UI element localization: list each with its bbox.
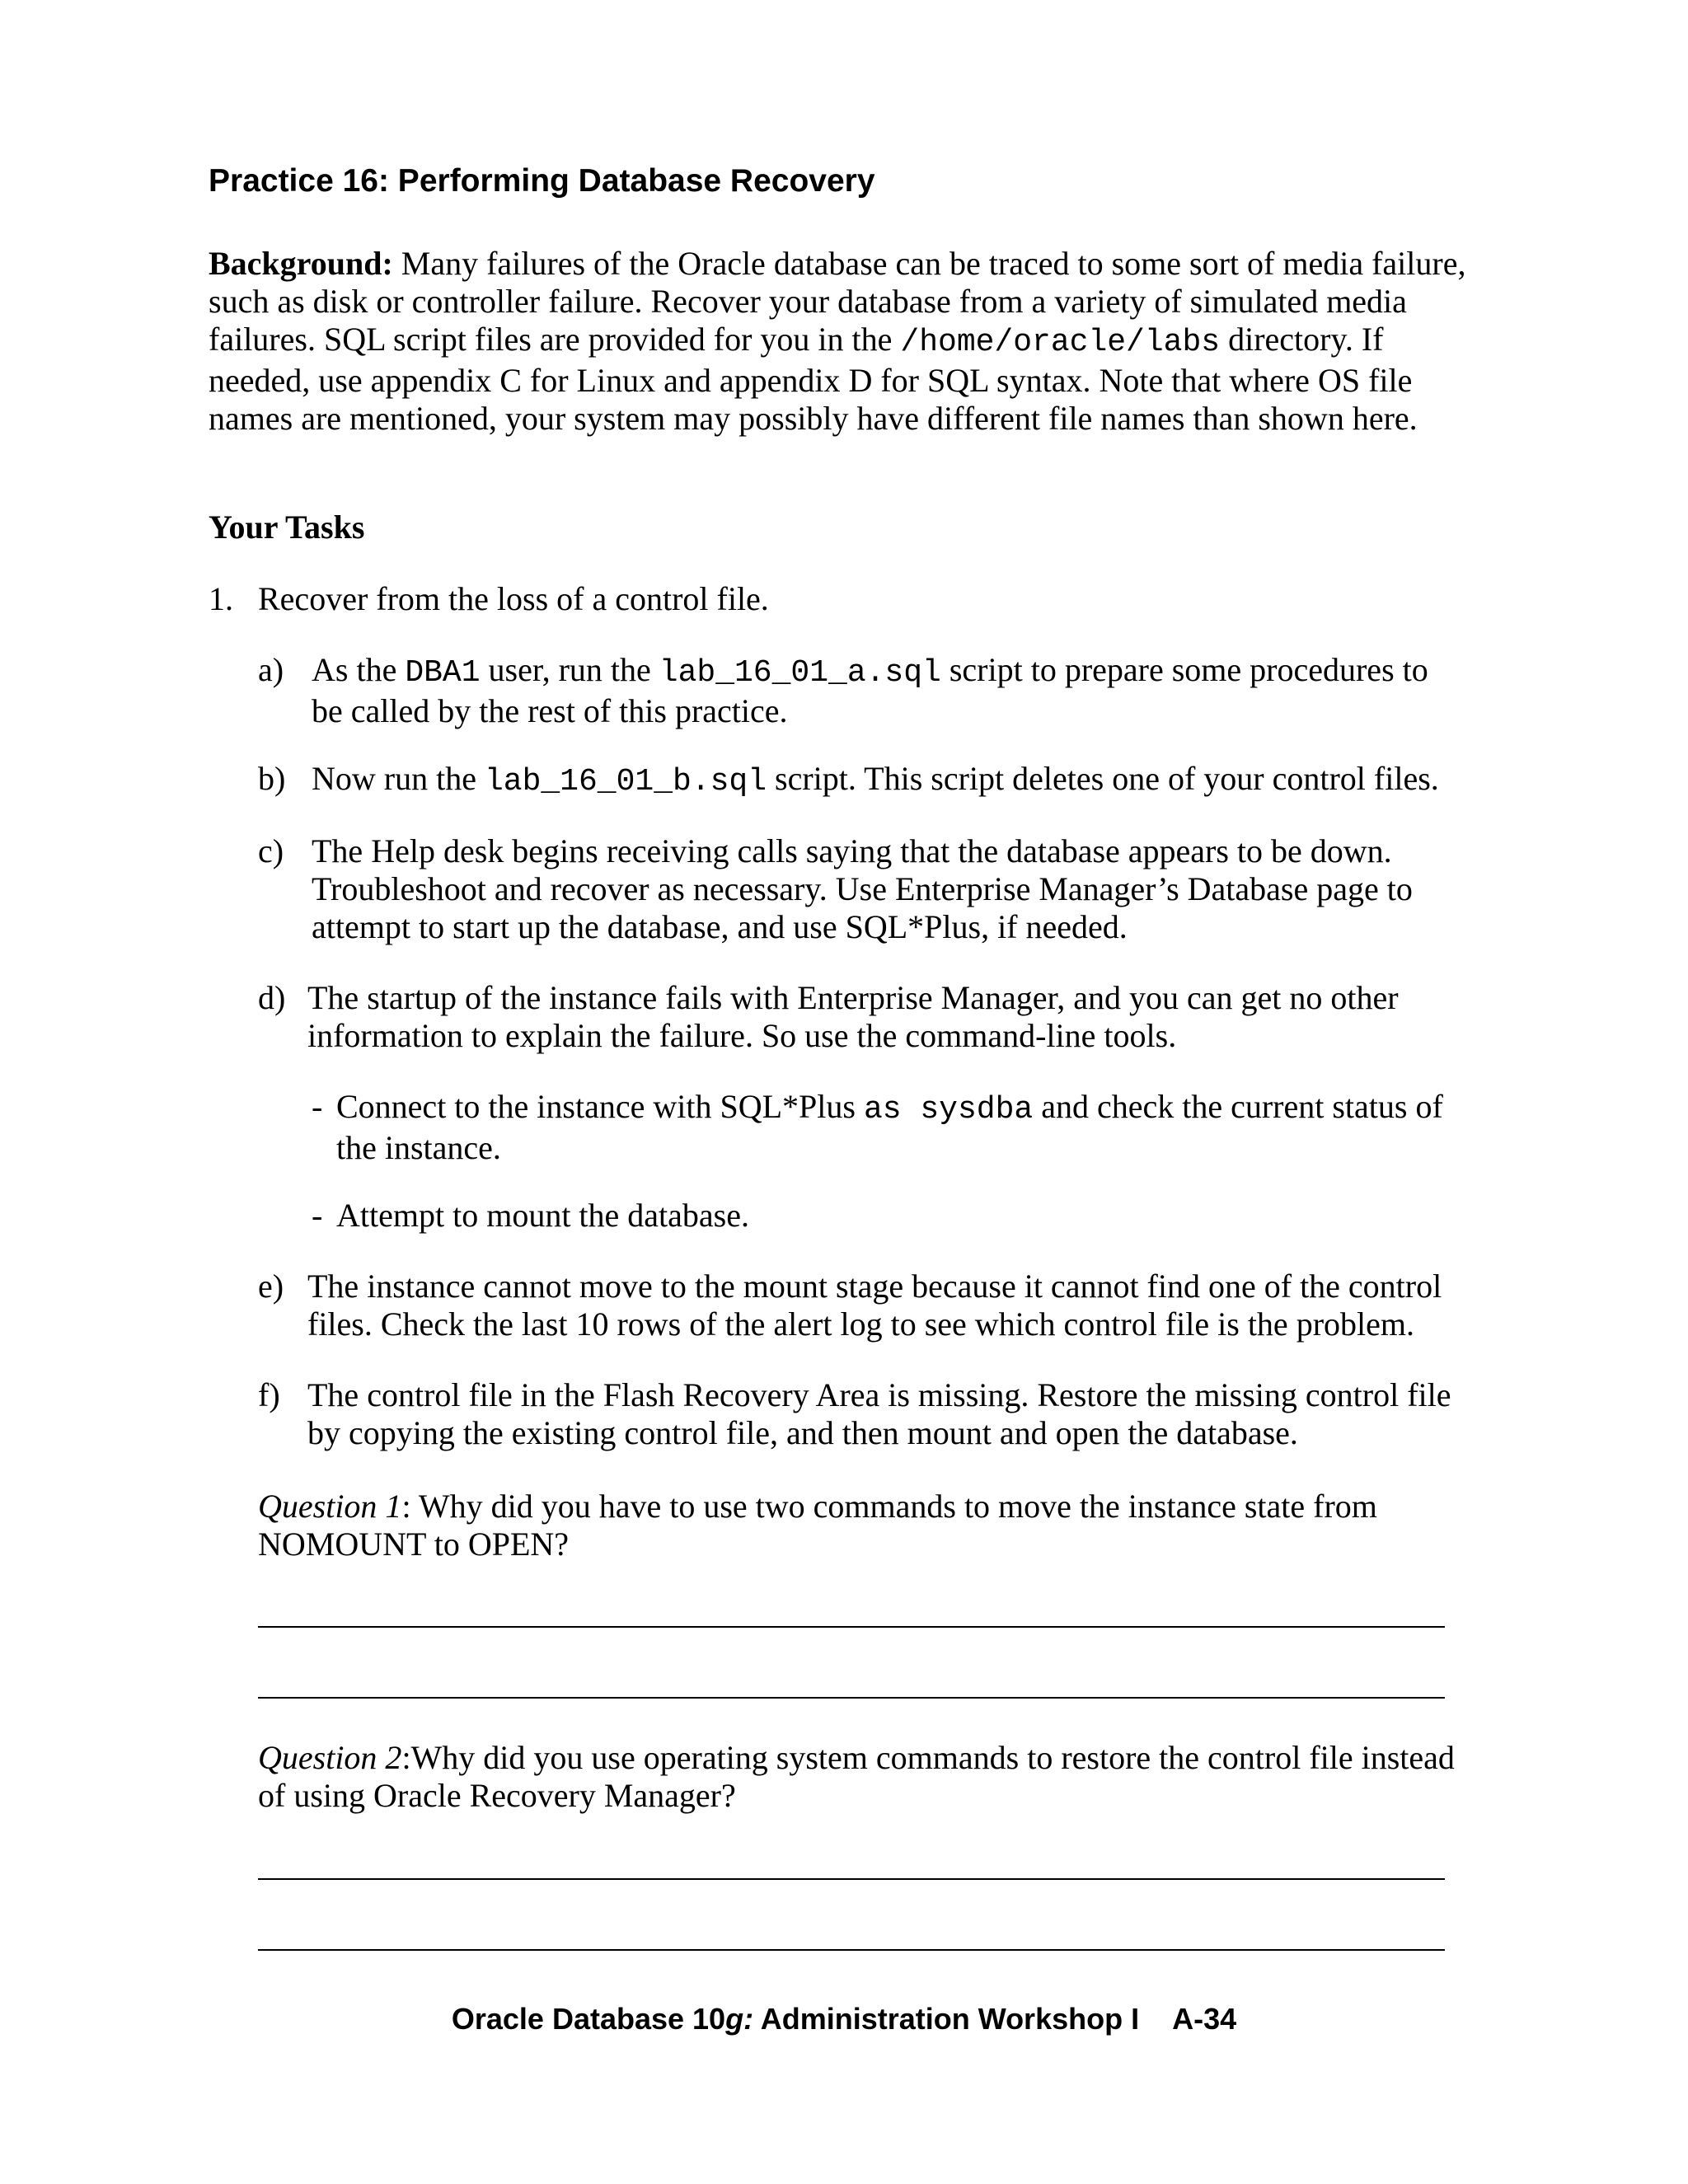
step-d-bullet-1-text-1b: and check the current status of: [1033, 1088, 1443, 1125]
task-1-text: Recover from the loss of a control file.: [258, 580, 769, 617]
step-a-text-1b: user, run the: [480, 651, 659, 688]
lab-16-01-a-script: lab_16_01_a.sql: [659, 655, 941, 691]
question-2-text-1: :Why did you use operating system commands to restore the control file instead: [401, 1739, 1455, 1776]
question-1-answer-line-2[interactable]: [258, 1697, 1445, 1699]
question-2: [258, 1739, 1455, 1815]
step-f-marker: f): [258, 1376, 280, 1413]
step-c-line-2: Troubleshoot and recover as necessary. Use Enterprise Manager’s Database page to: [312, 870, 1413, 907]
background-paragraph: [209, 245, 1486, 438]
background-text-3b: directory. If: [1220, 321, 1384, 358]
background-line-3: [209, 321, 1486, 362]
task-1-number: 1.: [209, 580, 233, 617]
step-f-text: [307, 1376, 1451, 1452]
as-sysdba-code: as sysdba: [863, 1092, 1034, 1127]
lab-16-01-b-script: lab_16_01_b.sql: [484, 764, 767, 799]
step-a-marker: a): [258, 651, 284, 688]
step-a-text-1c: script to prepare some procedures to: [940, 651, 1428, 688]
step-a-line-1: [312, 651, 1428, 692]
question-1: [258, 1488, 1377, 1563]
step-d-bullet-1-dash: -: [312, 1088, 323, 1125]
background-line-5: names are mentioned, your system may possibly have different file names than shown here.: [209, 400, 1418, 437]
step-b-marker: b): [258, 760, 286, 797]
step-c-marker: c): [258, 832, 284, 869]
question-2-line-1: [258, 1739, 1455, 1777]
step-d-marker: d): [258, 979, 286, 1016]
step-a-text: [312, 651, 1428, 730]
page-title: Practice 16: Performing Database Recovery: [209, 163, 875, 199]
step-e-marker: e): [258, 1268, 284, 1305]
background-text-3a: failures. SQL script files are provided for you in the: [209, 321, 901, 358]
step-d-bullet-2-dash: -: [312, 1197, 323, 1234]
step-d-line-2: information to explain the failure. So use the command-line tools.: [307, 1017, 1177, 1054]
background-line-4: needed, use appendix C for Linux and appendix D for SQL syntax. Note that where OS file: [209, 362, 1413, 399]
step-d-bullet-1-line-2: the instance.: [336, 1129, 501, 1166]
question-2-label: Question 2: [258, 1739, 402, 1776]
step-a-line-2: be called by the rest of this practice.: [312, 692, 788, 729]
question-1-text-1: : Why did you have to use two commands to move the instance state from: [401, 1488, 1377, 1525]
step-d-bullet-2-text: Attempt to mount the database.: [336, 1197, 749, 1234]
question-1-line-2: NOMOUNT to OPEN?: [258, 1526, 570, 1563]
step-d-text: [307, 979, 1399, 1055]
step-c-line-3: attempt to start up the database, and use SQL*Plus, if needed.: [312, 908, 1128, 945]
step-f-line-2: by copying the existing control file, and then mount and open the database.: [307, 1414, 1298, 1451]
step-d-bullet-1-line-1: [336, 1088, 1443, 1129]
background-text-1: Many failures of the Oracle database can be traced to some sort of media failure,: [392, 245, 1466, 282]
question-2-answer-line-2[interactable]: [258, 1949, 1445, 1951]
question-2-line-2: of using Oracle Recovery Manager?: [258, 1777, 736, 1814]
step-b-text-1b: script. This script deletes one of your control files.: [767, 760, 1439, 797]
page-footer: [0, 2001, 1688, 2037]
question-1-line-1: [258, 1488, 1377, 1526]
step-a-text-1a: As the: [312, 651, 406, 688]
background-line-2: such as disk or controller failure. Recover your database from a variety of simulated media: [209, 283, 1407, 320]
step-e-text: [307, 1268, 1442, 1343]
footer-title-g: g:: [725, 2002, 754, 2036]
labs-directory-path: /home/oracle/labs: [900, 325, 1221, 360]
page-number: A-34: [1172, 2002, 1237, 2036]
tasks-heading: Your Tasks: [209, 509, 365, 546]
footer-title-a: Oracle Database 10: [451, 2002, 726, 2036]
step-c-line-1: The Help desk begins receiving calls saying that the database appears to be down.: [312, 832, 1392, 869]
step-b-text: [312, 760, 1439, 801]
step-b-text-1a: Now run the: [312, 760, 485, 797]
question-2-answer-line-1[interactable]: [258, 1878, 1445, 1880]
background-line-1: [209, 245, 1486, 283]
step-d-bullet-1-text: [336, 1088, 1443, 1167]
step-d-bullet-1-text-1a: Connect to the instance with SQL*Plus: [336, 1088, 864, 1125]
step-d-line-1: The startup of the instance fails with Enterprise Manager, and you can get no other: [307, 979, 1399, 1016]
step-f-line-1: The control file in the Flash Recovery Area is missing. Restore the missing control file: [307, 1376, 1451, 1413]
background-label: Background:: [209, 245, 393, 282]
question-1-answer-line-1[interactable]: [258, 1626, 1445, 1628]
question-1-label: Question 1: [258, 1488, 402, 1525]
dba1-user-code: DBA1: [405, 655, 481, 691]
step-e-line-1: The instance cannot move to the mount stage because it cannot find one of the control: [307, 1268, 1442, 1305]
step-e-line-2: files. Check the last 10 rows of the alert log to see which control file is the problem.: [307, 1305, 1414, 1343]
footer-title-b: Administration Workshop I: [753, 2002, 1140, 2036]
step-c-text: [312, 832, 1413, 946]
